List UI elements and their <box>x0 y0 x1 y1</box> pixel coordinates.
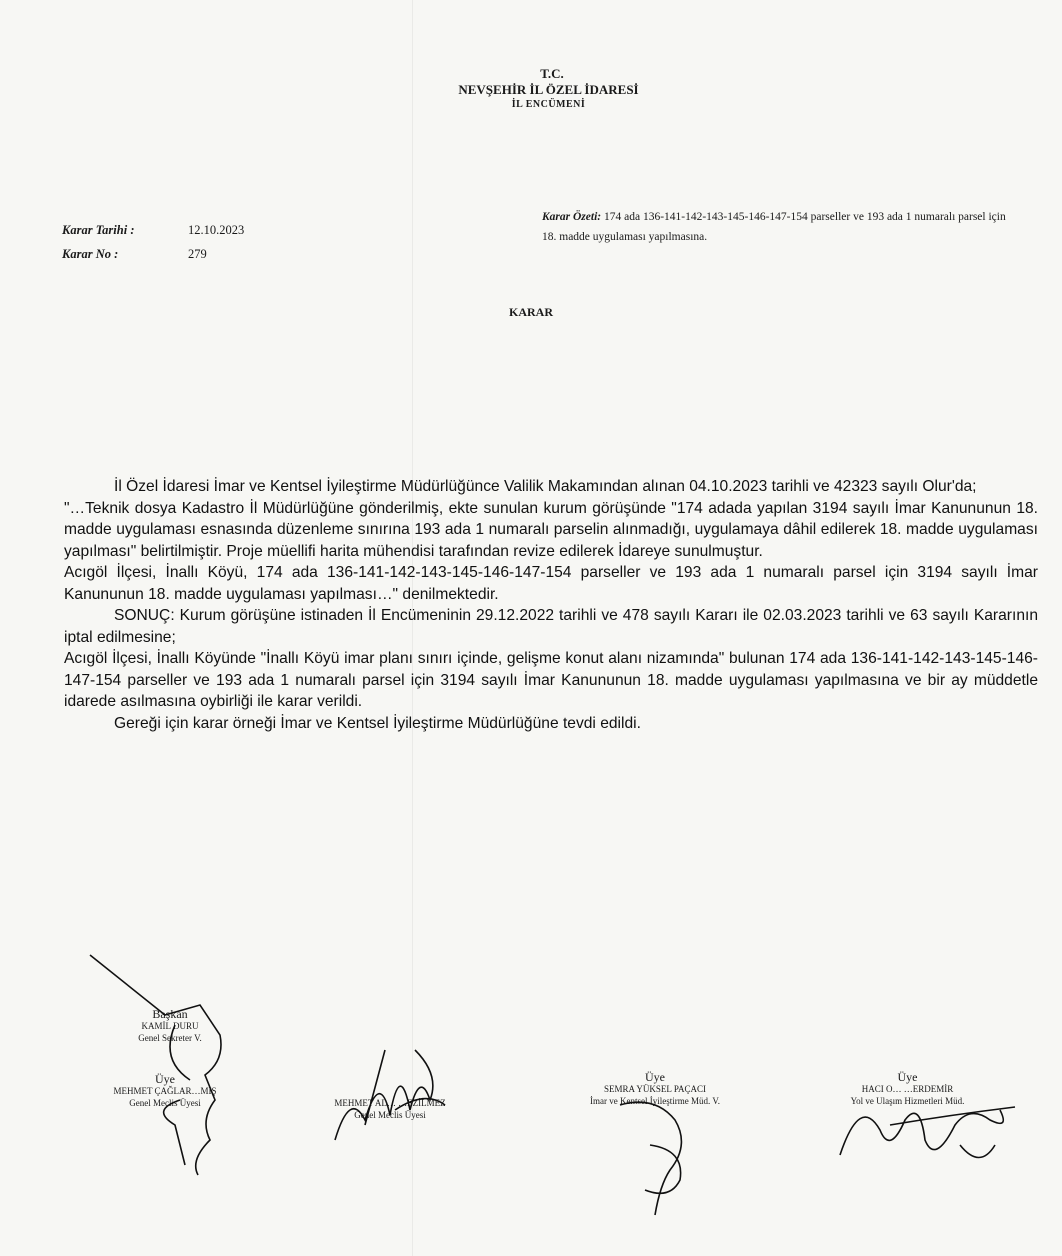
header-council: İL ENCÜMENİ <box>511 99 586 110</box>
decision-number-row <box>62 242 244 266</box>
decision-summary-label: Karar Özeti: <box>542 211 602 223</box>
body-paragraph: Acıgöl İlçesi, İnallı Köyünde "İnallı Köyü imar planı sınırı içinde, gelişme konut alanı nizamında" bulunan 174 ada 136-141-142-143-145-146-147-154 parseller ve 193 ada 1 numaralı parsel için 3194 sayılı İmar Kanununun 18. madde uygulaması yapılmasına ve bir ay müddetle idarede asılmasına oybirliği ile karar verildi. <box>64 650 1038 710</box>
signatory-role: Üye <box>155 1072 175 1086</box>
decision-summary <box>542 207 1012 247</box>
signatory-title: Genel Sekreter V. <box>138 1033 202 1043</box>
signatory-name: KAMİL DURU <box>141 1021 199 1031</box>
signatory-role: Üye <box>645 1070 665 1084</box>
signatory-role: Üye <box>897 1070 918 1084</box>
document-header <box>0 66 1062 112</box>
decision-number-label: Karar No : <box>62 246 119 261</box>
member2-handwritten-signature <box>325 1030 455 1150</box>
body-paragraph: "…Teknik dosya Kadastro İl Müdürlüğüne gönderilmiş, ekte sunulan kurum görüşünde "174 adada yapılan 3194 sayılı İmar Kanununun 18. madde uygulaması esnasında düzenleme sınırına 193 ada 1 numaralı parselin alınmadığı, uygulamaya dâhil edilerek 18. madde uygulaması yapılması" belirtilmiştir. Proje müellifi harita mühendisi tarafından revize edilerek İdareye sunulmuştur. <box>64 499 1038 560</box>
body-paragraph: Acıgöl İlçesi, İnallı Köyü, 174 ada 136-141-142-143-145-146-147-154 parseller ve 193 ada 1 numaralı parsel için 3194 sayılı İmar Kanununun 18. madde uygulaması yapılması…" denilmektedir. <box>64 564 1038 603</box>
decision-number-value: 279 <box>188 246 207 261</box>
decision-title: KARAR <box>509 305 553 319</box>
member3-handwritten-signature <box>615 1090 705 1220</box>
signatory-name: MEHMET AL… …EZİLMEZ <box>334 1098 446 1108</box>
body-paragraph: SONUÇ: Kurum görüşüne istinaden İl Encümeninin 29.12.2022 tarihli ve 478 sayılı Kararı ile 02.03.2023 tarihli ve 63 sayılı Kararının iptal edilmesine; <box>64 607 1038 646</box>
decision-meta <box>62 218 244 266</box>
signatory-title: İmar ve Kentsel İyileştirme Müd. V. <box>590 1096 720 1106</box>
decision-body <box>64 476 1038 734</box>
header-country: T.C. <box>540 66 564 81</box>
signatory-role: Başkan <box>152 1007 188 1021</box>
decision-date-row <box>62 218 244 242</box>
signatory-name: SEMRA YÜKSEL PAÇACI <box>603 1084 707 1094</box>
signatory-name: HACI O… …ERDEMİR <box>861 1084 954 1094</box>
signatory-title: Genel Meclis Üyesi <box>354 1110 426 1120</box>
decision-date-label: Karar Tarihi : <box>62 222 135 237</box>
signatory-title: Genel Meclis Üyesi <box>129 1098 201 1108</box>
decision-date-value: 12.10.2023 <box>188 222 245 237</box>
body-paragraph: İl Özel İdaresi İmar ve Kentsel İyileştirme Müdürlüğünce Valilik Makamından alınan 04.10.2023 tarihli ve 42323 sayılı Olur'da; <box>114 478 977 495</box>
header-institution: NEVŞEHİR İL ÖZEL İDARESİ <box>458 82 639 97</box>
member4-handwritten-signature <box>830 1085 1020 1175</box>
body-paragraph: Gereği için karar örneği İmar ve Kentsel İyileştirme Müdürlüğüne tevdi edildi. <box>114 714 641 732</box>
signatory-title: Yol ve Ulaşım Hizmetleri Müd. <box>850 1096 965 1106</box>
chair-member1-handwritten-signature <box>80 950 240 1180</box>
decision-summary-text: 174 ada 136-141-142-143-145-146-147-154 parseller ve 193 ada 1 numaralı parsel için 18. madde uygulaması yapılmasına. <box>542 211 1006 243</box>
signatory-name: MEHMET ÇAĞLAR…MIŞ <box>113 1086 217 1096</box>
